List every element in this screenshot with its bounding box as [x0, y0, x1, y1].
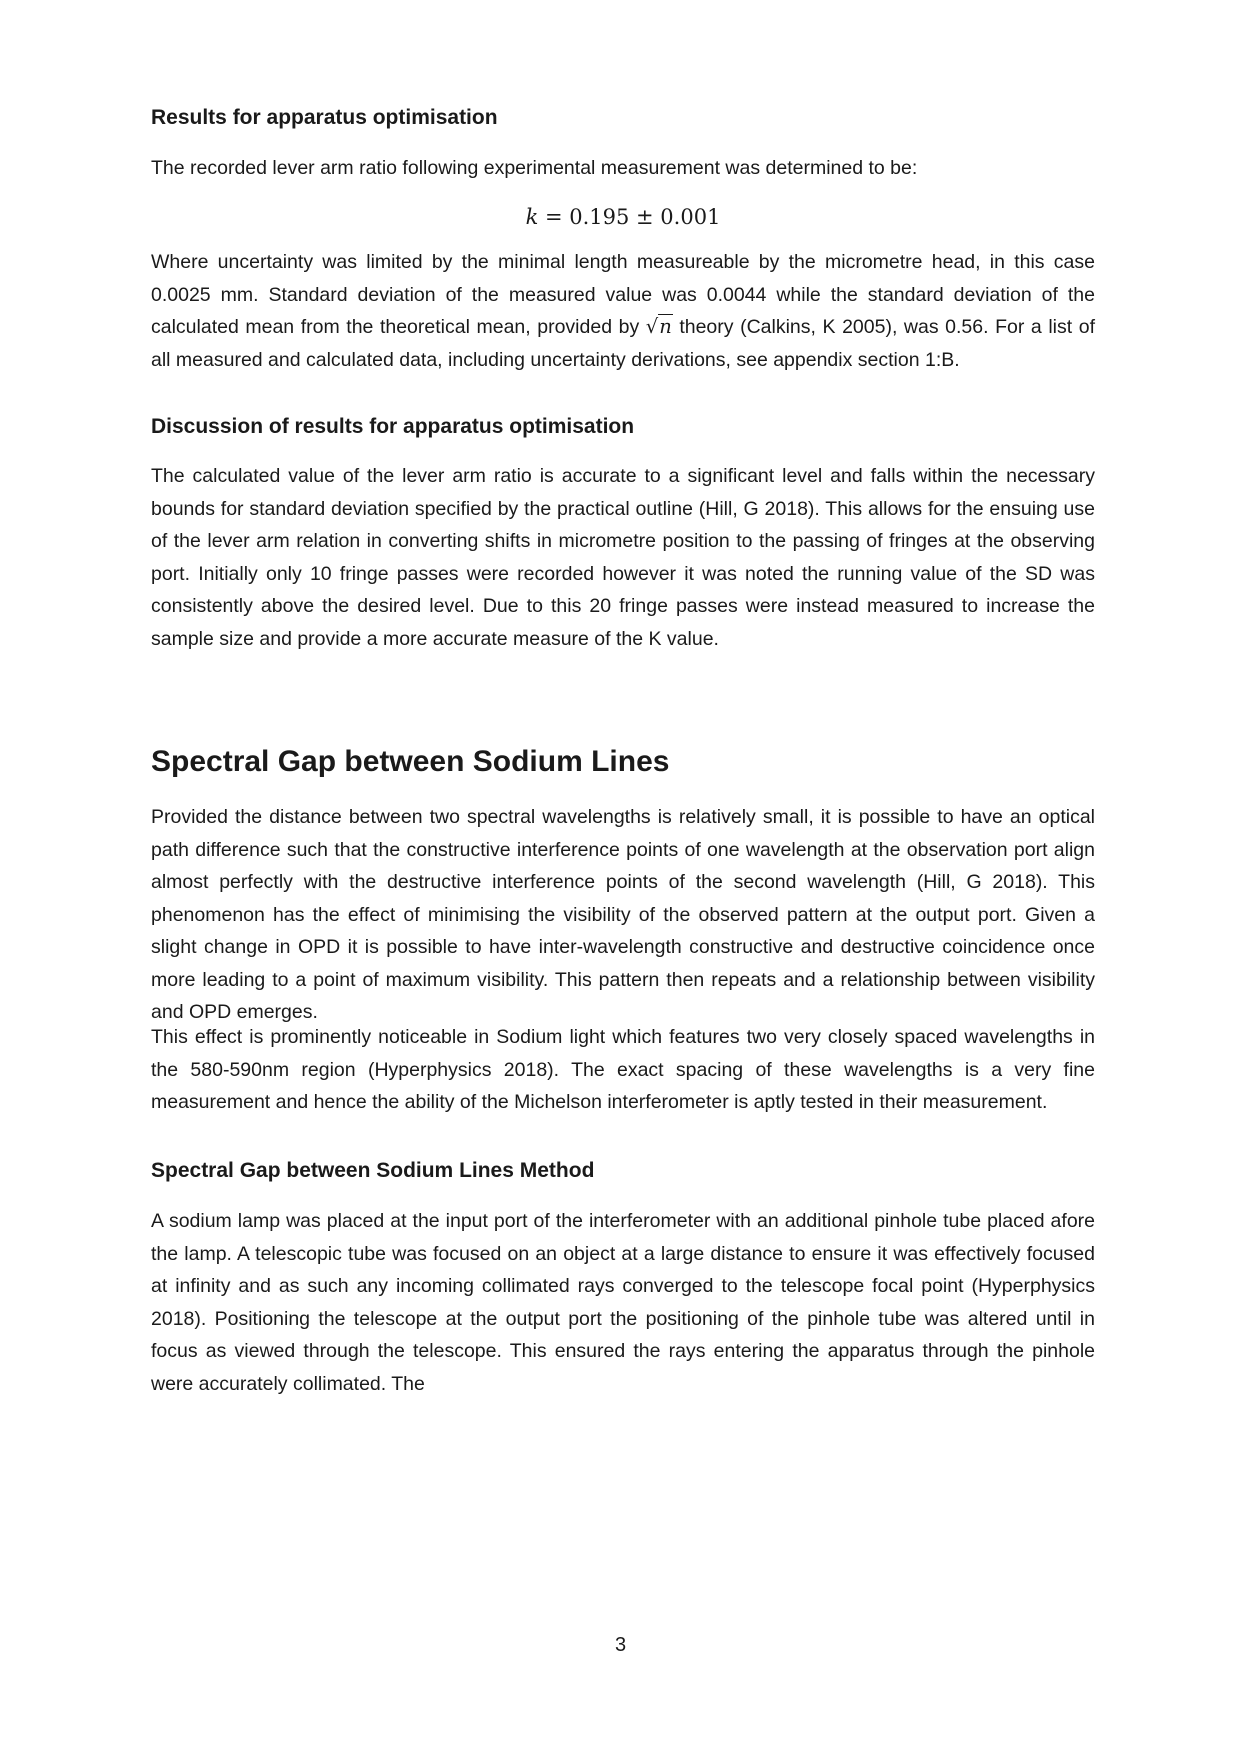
spectral-gap-heading: Spectral Gap between Sodium Lines — [151, 745, 670, 778]
page-number: 3 — [614, 1634, 627, 1656]
results-paragraph — [151, 246, 1095, 376]
method-paragraph: A sodium lamp was placed at the input port of the interferometer with an additional pinhole tube placed afore the lamp. A telescopic tube was focused on an object at a large distance to ensure it was effectively focused at infinity and as such any incoming collimated rays converged to the telescope focal point (Hyperphysics 2018). Positioning the telescope at the output port the positioning of the pinhole tube was altered until in focus as viewed through the telescope. This ensured the rays entering the apparatus through the pinhole were accurately collimated. The — [151, 1210, 1095, 1395]
spectral-gap-paragraph-1: Provided the distance between two spectral wavelengths is relatively small, it is possible to have an optical path difference such that the constructive interference points of one wavelength at the observation port align almost perfectly with the destructive interference points of the second wavelength (Hill, G 2018). This phenomenon has the effect of minimising the visibility of the observed pattern at the output port. Given a slight change in OPD it is possible to have inter-wavelength constructive and destructive coincidence once more leading to a point of maximum visibility. This pattern then repeats and a relationship between visibility and OPD emerges. — [151, 806, 1095, 1023]
results-paragraph-part2: theory (Calkins, K 2005), was 0.56. For a list of all measured and calculated data, including uncertainty derivations, see appendix section 1:B. — [151, 316, 1095, 371]
discussion-heading: Discussion of results for apparatus optimisation — [151, 415, 635, 438]
sqrt-symbol: √ — [645, 315, 659, 338]
discussion-paragraph: The calculated value of the lever arm ratio is accurate to a significant level and falls within the necessary bounds for standard deviation specified by the practical outline (Hill, G 2018). This allows for the ensuing use of the lever arm relation in converting shifts in micrometre position to the passing of fringes at the observing port. Initially only 10 fringe passes were recorded however it was noted the running value of the SD was consistently above the desired level. Due to this 20 fringe passes were instead measured to increase the sample size and provide a more accurate measure of the K value. — [151, 465, 1095, 650]
spectral-gap-paragraph-2: This effect is prominently noticeable in Sodium light which features two very closely spaced wavelengths in the 580-590nm region (Hyperphysics 2018). The exact spacing of these wavelengths is a very fine measurement and hence the ability of the Michelson interferometer is aptly tested in their measurement. — [151, 1026, 1095, 1113]
equation-variable: k — [525, 205, 539, 229]
equation-expression: = 0.195 ± 0.001 — [538, 205, 721, 229]
lever-arm-equation — [151, 202, 1095, 232]
results-heading: Results for apparatus optimisation — [151, 106, 498, 129]
method-heading: Spectral Gap between Sodium Lines Method — [151, 1159, 595, 1182]
sqrt-n-formula — [646, 314, 673, 338]
results-intro: The recorded lever arm ratio following experimental measurement was determined to be: — [151, 157, 918, 179]
results-paragraph-part1: Where uncertainty was limited by the minimal length measureable by the micrometre head, in this case 0.0025 mm. Standard deviation of the measured value was 0.0044 while the standard deviation of the calculated mean from the theoretical mean, provided by — [151, 251, 1095, 338]
sqrt-radicand: n — [659, 315, 672, 338]
